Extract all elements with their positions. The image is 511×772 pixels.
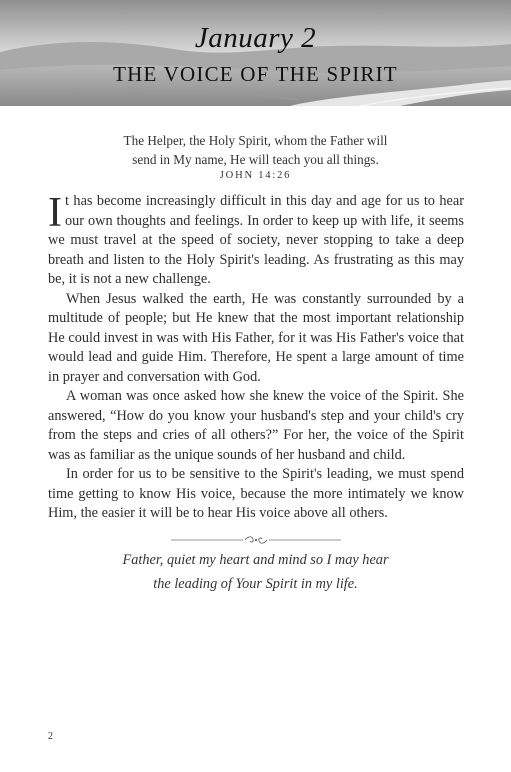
paragraph-1-text: t has become increasingly difficult in this day and age for us to hear our own thoughts and feelings. In order to keep up with life, it seems we must travel at the speed of society, never stopping to take a deep breath and listen to the Holy Spirit's leading. As frustrating as this may be, it is not a new challenge. — [48, 193, 464, 287]
scripture-quote — [0, 131, 511, 169]
ornament-divider — [171, 535, 341, 545]
page-number: 2 — [48, 731, 53, 742]
header-banner — [0, 0, 511, 106]
paragraph-1 — [48, 192, 464, 290]
paragraph-4: In order for us to be sensitive to the Spirit's leading, we must spend time getting to know His voice, because the more intimately we know Him, the easier it will be to hear His voice above all others. — [48, 466, 464, 521]
prayer-line-1: Father, quiet my heart and mind so I may hear — [122, 552, 389, 568]
paragraph-3: A woman was once asked how she knew the voice of the Spirit. She answered, “How do you know your husband's step and your child's cry from the steps and cries of all others?” For her, the voice of the Spirit was as familiar as the unique sounds of her husband and child. — [48, 388, 464, 463]
scripture-line-2: send in My name, He will teach you all things. — [132, 152, 379, 167]
closing-prayer — [0, 548, 511, 596]
scripture-line-1: The Helper, the Holy Spirit, whom the Father will — [123, 133, 388, 148]
page-title: THE VOICE OF THE SPIRIT — [113, 62, 398, 86]
scripture-reference: JOHN 14:26 — [219, 170, 292, 181]
devotional-body — [48, 192, 464, 524]
drop-cap: I — [48, 190, 62, 236]
paragraph-2: When Jesus walked the earth, He was constantly surrounded by a multitude of people; but He knew that the most important relationship He could invest in was with His Father, for it was His Father's voice that would lead and guide Him. Therefore, He spent a large amount of time in prayer and conversation with God. — [48, 290, 464, 385]
prayer-line-2: the leading of Your Spirit in my life. — [153, 576, 358, 592]
entry-date: January 2 — [194, 22, 317, 54]
